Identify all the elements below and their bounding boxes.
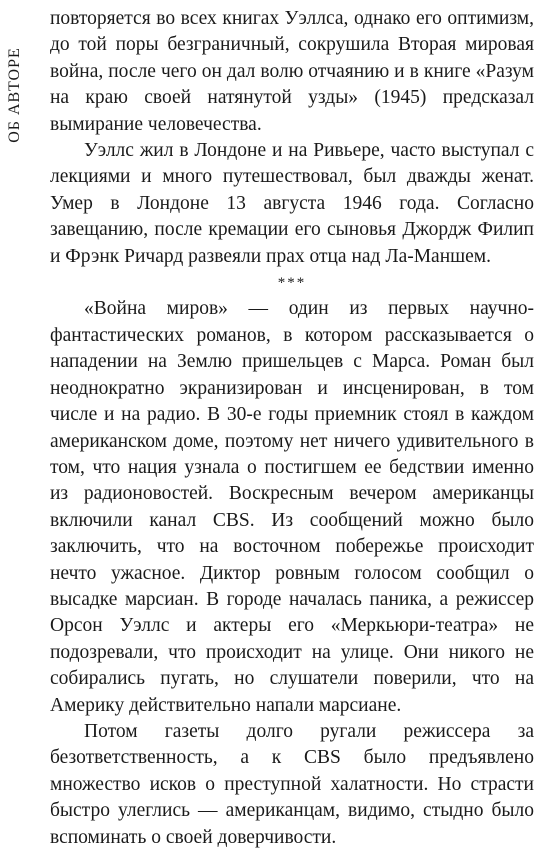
section-label [0, 20, 30, 170]
paragraph-1: повторяется во всех книгах Уэллса, однако его оптимизм, до той поры безграничный, сокрушила Вторая мировая война, после чего он дал волю отчаянию и в книге «Разум на краю своей натянутой узды» (1945) предсказал вымирание человечества. [50, 8, 534, 135]
paragraph-3: «Война миров» — один из первых научно-фантастических романов, в котором рассказывается о нападении на Землю пришельцев с Марса. Роман был неоднократно экранизирован и инсценирован, в том числе и на радио. В 30-е годы приемник стоял в каждом американском доме, поэтому нет ничего удивительного в том, что нация узнала о постигшем ее бедствии именно из радионовостей. Воскресным вечером американцы включили канал CBS. Из сообщений можно было заключить, что на восточном побережье происходит нечто ужасное. Диктор ровным голосом сообщил о высадке марсиан. В городе началась паника, а режиссер Орсон Уэллс и актеры его «Меркьюри-театра» не подозревали, что происходит на улице. Они никого не собирались пугать, но слушатели поверили, что на Америку действительно напали марсиане. [50, 298, 534, 716]
section-label-text: ОБ АВТОРЕ [6, 47, 24, 143]
section-separator: *** [277, 275, 307, 292]
paragraph-4: Потом газеты долго ругали режиссера за безответственность, а к CBS было предъявлено множество исков о преступной халатности. Но страсти быстро улеглись — американцам, видимо, стыдно было вспоминать о своей доверчивости. [50, 720, 534, 848]
page-text [50, 6, 534, 851]
paragraph-2: Уэллс жил в Лондоне и на Ривьере, часто выступал с лекциями и много путешествовал, был дважды женат. Умер в Лондоне 13 августа 1946 года. Согласно завещанию, после кремации его сыновья Джордж Филип и Фрэнк Ричард развеяли прах отца над Ла-Маншем. [50, 140, 534, 267]
